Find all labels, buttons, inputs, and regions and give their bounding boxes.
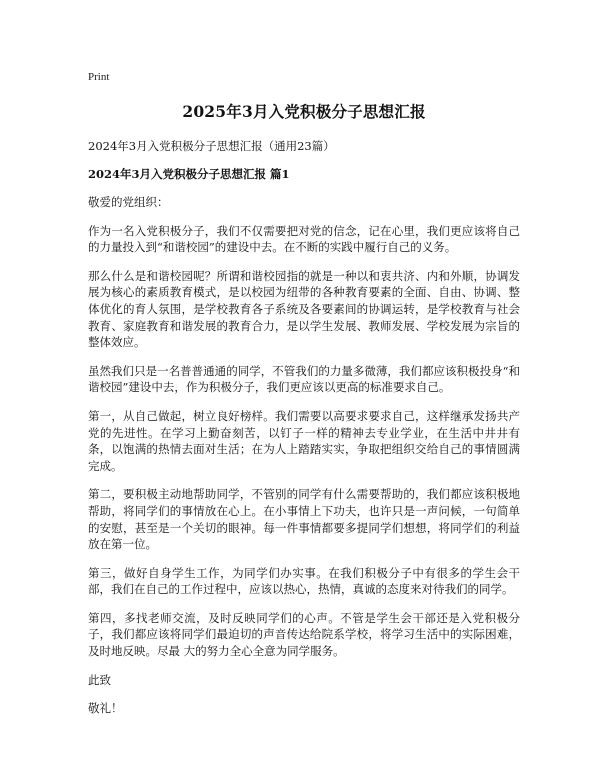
paragraph-point-1: 第一，从自己做起，树立良好榜样。我们需要以高要求要求自己，这样继承发扬共产党的先进性。在学习上勤奋刻苦，以钉子一样的精神去专业学业，在生活中井井有条，以饱满的热情去面对生活；在为人上踏踏实实，争取把组织交给自己的事情圆满完成。 xyxy=(88,408,520,473)
closing-phrase: 此致 xyxy=(88,672,111,687)
paragraph-point-3: 第三，做好自身学生工作，为同学们办实事。在我们积极分子中有很多的学生会干部，我们在自己的工作过程中，应该以热心，热情，真诚的态度来对待我们的同学。 xyxy=(88,565,520,597)
paragraph-point-2: 第二，要积极主动地帮助同学，不管别的同学有什么需要帮助的，我们都应该积极地帮助，将同学们的事情放在心上。在小事情上下功夫，也许只是一声问候，一句简单的安慰，甚至是一个关切的眼神。每一件事情都要多提同学们想想，将同学们的利益放在第一位。 xyxy=(88,487,520,552)
print-link[interactable]: Print xyxy=(88,71,110,83)
paragraph-definition: 那么什么是和谐校园呢？所谓和谐校园指的就是一种以和衷共济、内和外顺，协调发展为核心的素质教育模式，是以校园为纽带的各种教育要素的全面、自由、协调、整体优化的育人氛围，是学校教育各子系统及各要素间的协调运转，是学校教育与社会教育、家庭教育和谐发展的教育合力，是以学生发展、教师发展、学校发展为宗旨的整体效应。 xyxy=(88,268,520,350)
paragraph-point-4: 第四，多找老师交流，及时反映同学们的心声。不管是学生会干部还是入党积极分子，我们都应该将同学们最迫切的声音传达给院系学校，将学习生活中的实际困难，及时地反映。尽最 大的努力全心全意为同学服务。 xyxy=(88,610,520,659)
section-heading: 2024年3月入党积极分子思想汇报 篇1 xyxy=(88,167,290,181)
closing-salute: 敬礼！ xyxy=(88,701,123,716)
paragraph-commitment: 虽然我们只是一名普普通通的同学，不管我们的力量多微薄，我们都应该积极投身“和谐校园”建设中去，作为积极分子，我们更应该以更高的标准要求自己。 xyxy=(88,363,520,395)
document-page xyxy=(88,70,520,729)
paragraph-intro: 作为一名入党积极分子，我们不仅需要把对党的信念，记在心里，我们更应该将自己的力量投入到“和谐校园”的建设中去。在不断的实践中履行自己的义务。 xyxy=(88,223,520,255)
document-subtitle: 2024年3月入党积极分子思想汇报（通用23篇） xyxy=(88,139,335,153)
page-title: 2025年3月入党积极分子思想汇报 xyxy=(182,102,426,121)
salutation: 敬爱的党组织： xyxy=(88,195,169,209)
